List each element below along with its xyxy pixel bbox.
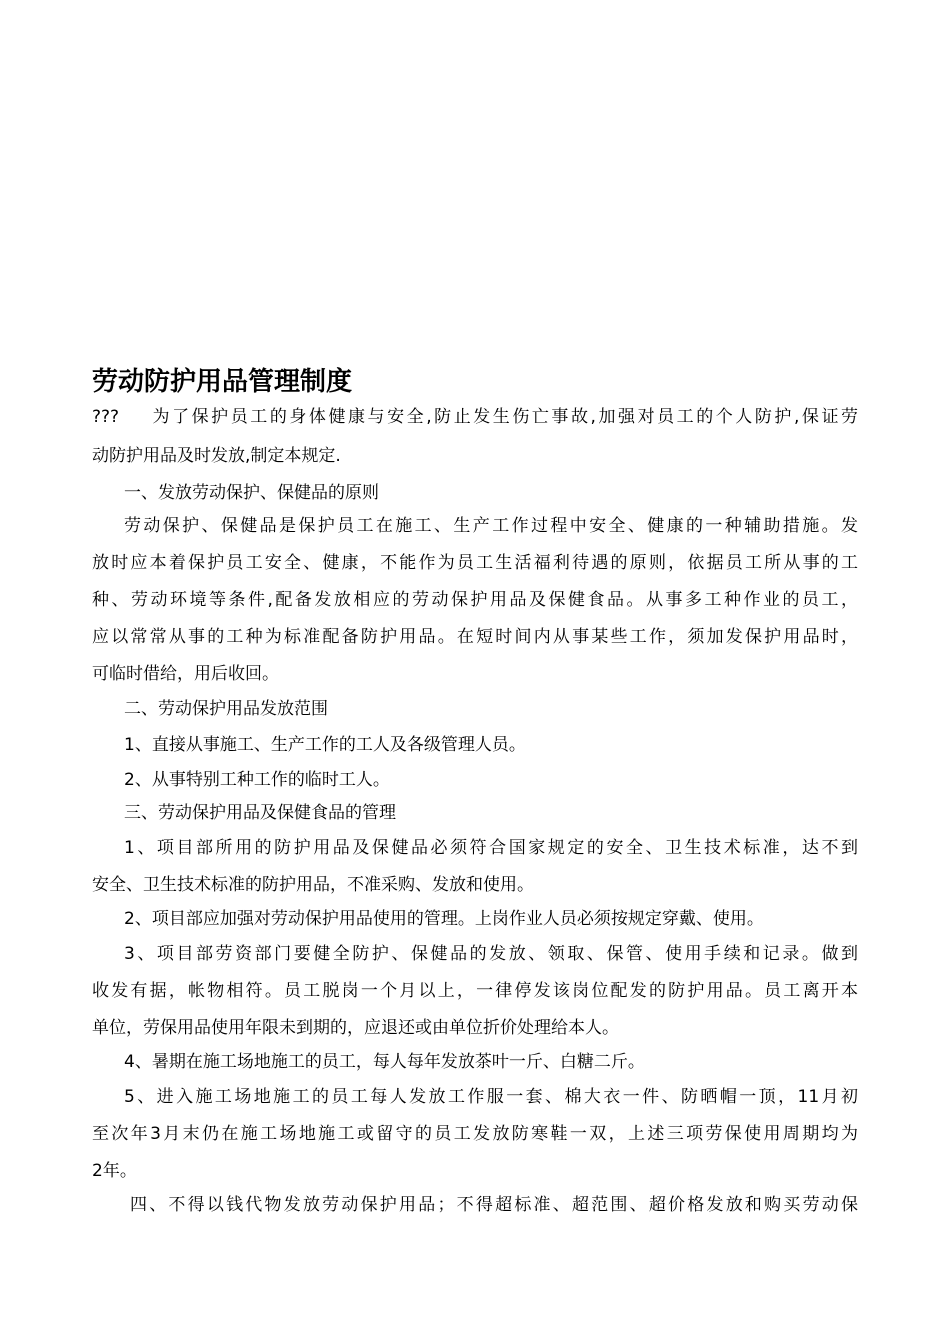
list-item-3-3-line-2: 收发有据，帐物相符。员工脱岗一个月以上，一律停发该岗位配发的防护用品。员工离开本 <box>92 981 858 1001</box>
list-item-3-5-line-1: 5、进入施工场地施工的员工每人发放工作服一套、棉大衣一件、防晒帽一顶，11月初 <box>124 1087 858 1107</box>
list-item-3-3-line-3: 单位，劳保用品使用年限未到期的，应退还或由单位折价处理给本人。 <box>92 1018 619 1038</box>
paragraph-principle-line-2: 放时应本着保护员工安全、健康，不能作为员工生活福利待遇的原则，依据员工所从事的工 <box>92 553 858 573</box>
list-item-3-2: 2、项目部应加强对劳动保护用品使用的管理。上岗作业人员必须按规定穿戴、使用。 <box>124 909 764 929</box>
paragraph-principle-line-3: 种、劳动环境等条件,配备发放相应的劳动保护用品及保健食品。从事多工种作业的员工， <box>92 590 858 610</box>
list-item-2-2: 2、从事特别工种工作的临时工人。 <box>124 770 390 790</box>
paragraph-principle-line-1: 劳动保护、保健品是保护员工在施工、生产工作过程中安全、健康的一种辅助措施。发 <box>124 516 858 536</box>
paragraph-intro-line-1: ??? 为了保护员工的身体健康与安全,防止发生伤亡事故,加强对员工的个人防护,保证劳 <box>92 407 858 427</box>
document-title: 劳动防护用品管理制度 <box>92 367 353 397</box>
section-heading-4: 四、不得以钱代物发放劳动保护用品；不得超标准、超范围、超价格发放和购买劳动保 <box>130 1195 858 1215</box>
list-item-3-4: 4、暑期在施工场地施工的员工，每人每年发放茶叶一斤、白糖二斤。 <box>124 1052 645 1072</box>
paragraph-principle-line-5: 可临时借给，用后收回。 <box>92 664 279 684</box>
paragraph-intro-line-2: 动防护用品及时发放,制定本规定. <box>92 446 341 466</box>
list-item-3-1-line-2: 安全、卫生技术标准的防护用品，不准采购、发放和使用。 <box>92 875 534 895</box>
list-item-3-5-line-3: 2年。 <box>92 1161 137 1181</box>
section-heading-1: 一、发放劳动保护、保健品的原则 <box>124 483 379 503</box>
section-heading-3: 三、劳动保护用品及保健食品的管理 <box>124 803 396 823</box>
list-item-3-5-line-2: 至次年3月末仍在施工场地施工或留守的员工发放防寒鞋一双，上述三项劳保使用周期均为 <box>92 1124 858 1144</box>
list-item-3-3-line-1: 3、项目部劳资部门要健全防护、保健品的发放、领取、保管、使用手续和记录。做到 <box>124 944 858 964</box>
list-item-3-1-line-1: 1、项目部所用的防护用品及保健品必须符合国家规定的安全、卫生技术标准，达不到 <box>124 838 858 858</box>
section-heading-2: 二、劳动保护用品发放范围 <box>124 699 328 719</box>
list-item-2-1: 1、直接从事施工、生产工作的工人及各级管理人员。 <box>124 735 526 755</box>
placeholder-marker: ??? <box>92 407 120 427</box>
paragraph-principle-line-4: 应以常常从事的工种为标准配备防护用品。在短时间内从事某些工作，须加发保护用品时， <box>92 627 858 647</box>
